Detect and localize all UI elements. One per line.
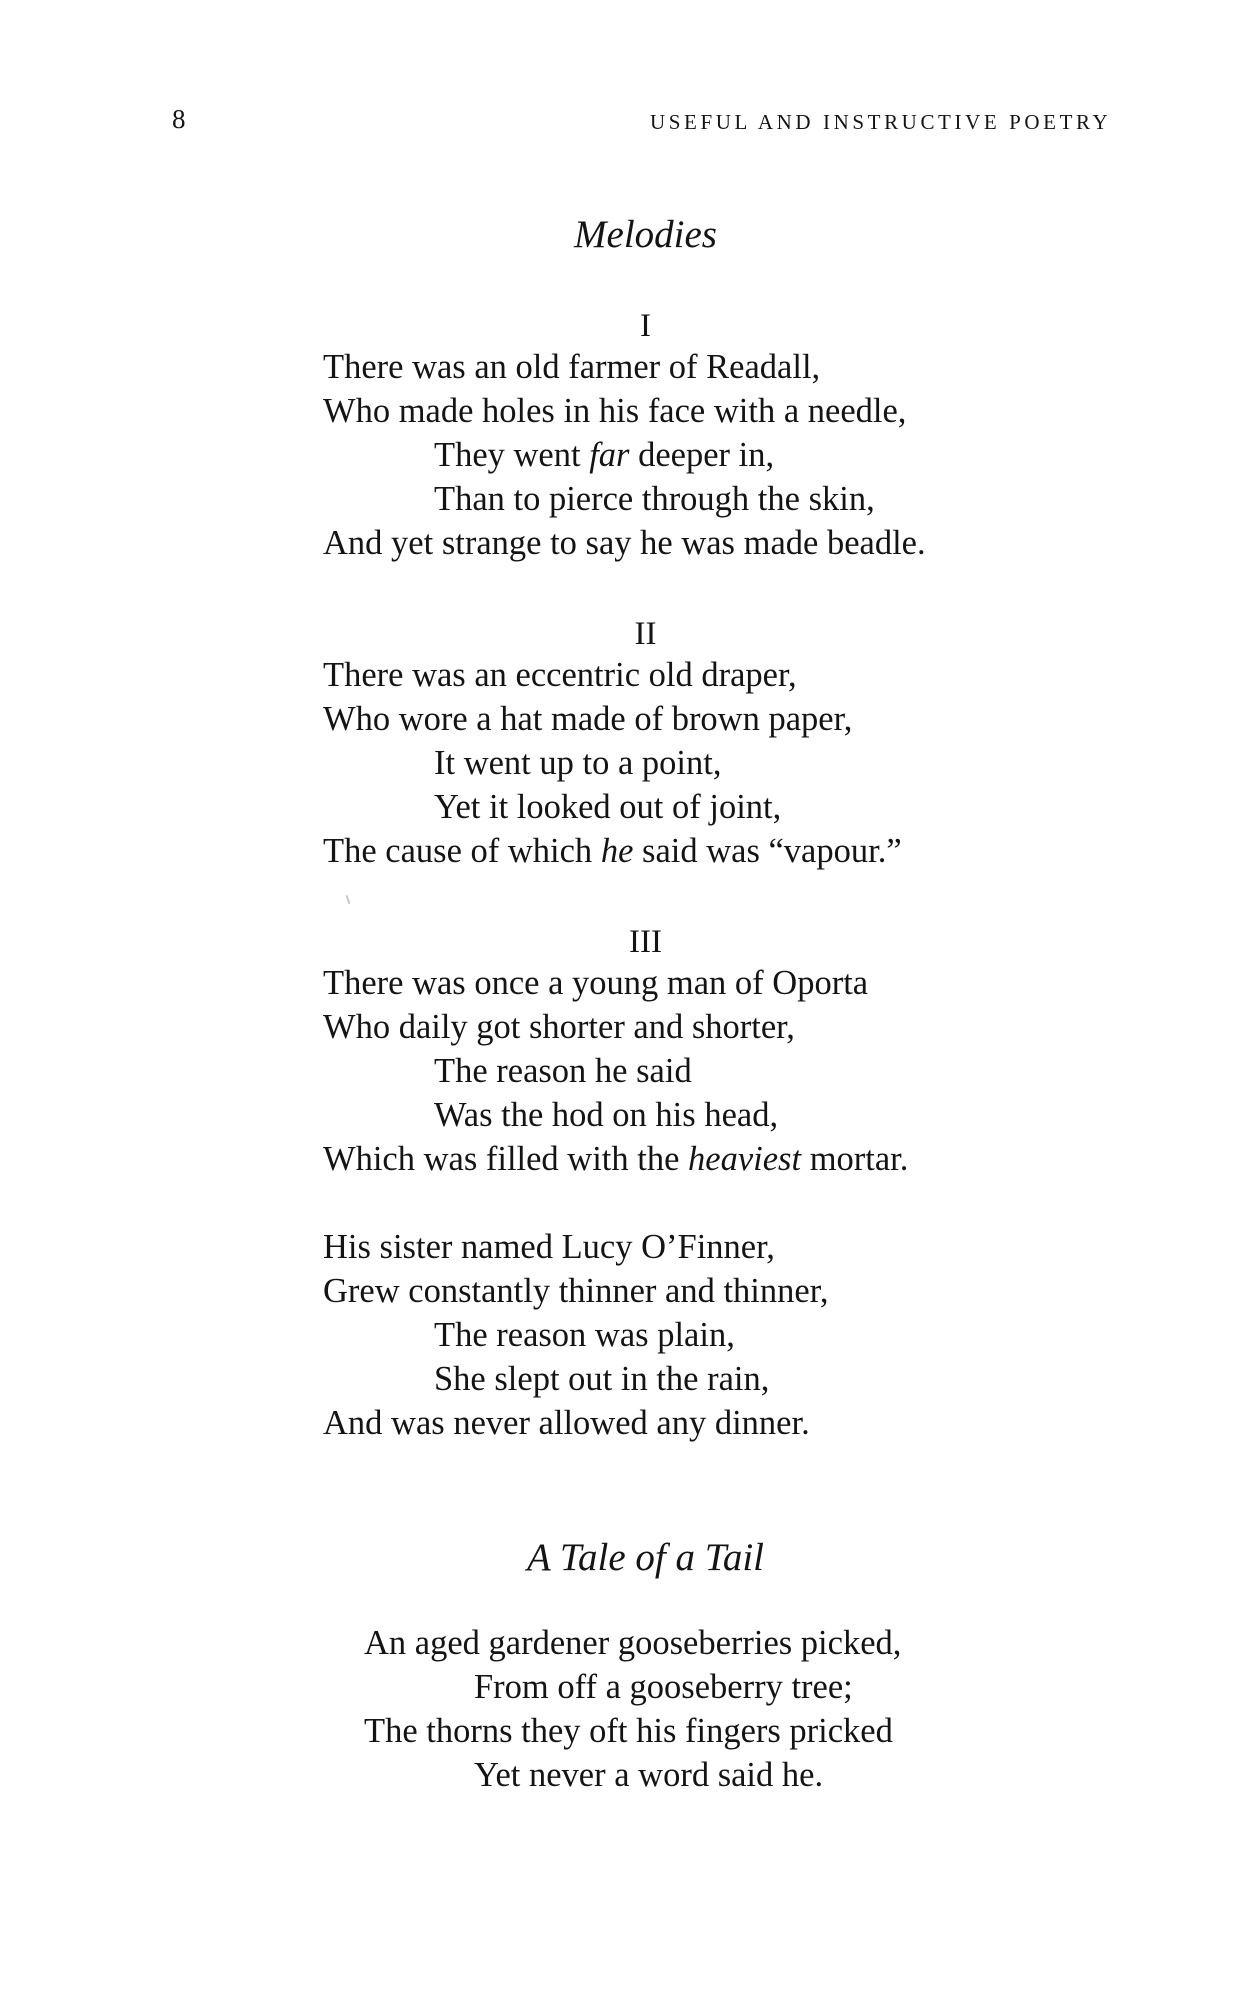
stanza xyxy=(364,1621,901,1797)
verse-line: And was never allowed any dinner. xyxy=(323,1404,810,1442)
verse-line xyxy=(323,433,926,477)
verse-text: The cause of which xyxy=(323,832,601,870)
verse-line: It went up to a point, xyxy=(434,744,722,782)
stanza xyxy=(323,1225,828,1445)
verse-line: An aged gardener gooseberries picked, xyxy=(364,1624,902,1662)
verse-line: Grew constantly thinner and thinner, xyxy=(323,1272,829,1310)
stanza xyxy=(323,961,908,1181)
verse-line: Than to pierce through the skin, xyxy=(434,480,875,518)
verse-line: Who wore a hat made of brown paper, xyxy=(323,700,853,738)
verse-line: There was once a young man of Oporta xyxy=(323,964,869,1002)
stanza-numeral: III xyxy=(629,924,662,960)
verse-line xyxy=(323,1137,908,1181)
verse-line: Who made holes in his face with a needle, xyxy=(323,392,907,430)
verse-text: Which was filled with the xyxy=(323,1140,689,1178)
verse-text: mortar. xyxy=(801,1140,909,1178)
verse-line: Who daily got shorter and shorter, xyxy=(323,1008,795,1046)
verse-line: The reason was plain, xyxy=(434,1316,735,1354)
verse-line: Was the hod on his head, xyxy=(434,1096,779,1134)
verse-line: The reason he said xyxy=(434,1052,692,1090)
verse-text: deeper in, xyxy=(629,436,775,474)
poem-title: Melodies xyxy=(574,213,717,256)
print-speck xyxy=(346,895,351,904)
verse-line: Yet never a word said he. xyxy=(474,1756,824,1794)
stanza xyxy=(323,653,902,873)
verse-line: His sister named Lucy O’Finner, xyxy=(323,1228,775,1266)
verse-line: She slept out in the rain, xyxy=(434,1360,770,1398)
verse-line: There was an old farmer of Readall, xyxy=(323,348,821,386)
italic-word: heaviest xyxy=(688,1140,802,1178)
verse-text: said was “vapour.” xyxy=(633,832,902,870)
italic-word: far xyxy=(589,436,630,474)
stanza xyxy=(323,345,926,565)
poem-title: A Tale of a Tail xyxy=(527,1536,764,1579)
stanza-numeral: II xyxy=(634,616,657,652)
verse-line: Yet it looked out of joint, xyxy=(434,788,782,826)
verse-line: The thorns they oft his fingers pricked xyxy=(364,1712,893,1750)
verse-line xyxy=(323,829,902,873)
verse-line: And yet strange to say he was made beadle. xyxy=(323,524,926,562)
verse-text: They went xyxy=(434,436,590,474)
stanza-numeral: I xyxy=(640,308,651,344)
verse-line: From off a gooseberry tree; xyxy=(474,1668,853,1706)
verse-line: There was an eccentric old draper, xyxy=(323,656,797,694)
page-number: 8 xyxy=(172,104,186,134)
italic-word: he xyxy=(600,832,634,870)
running-head: USEFUL AND INSTRUCTIVE POETRY xyxy=(650,110,1112,134)
